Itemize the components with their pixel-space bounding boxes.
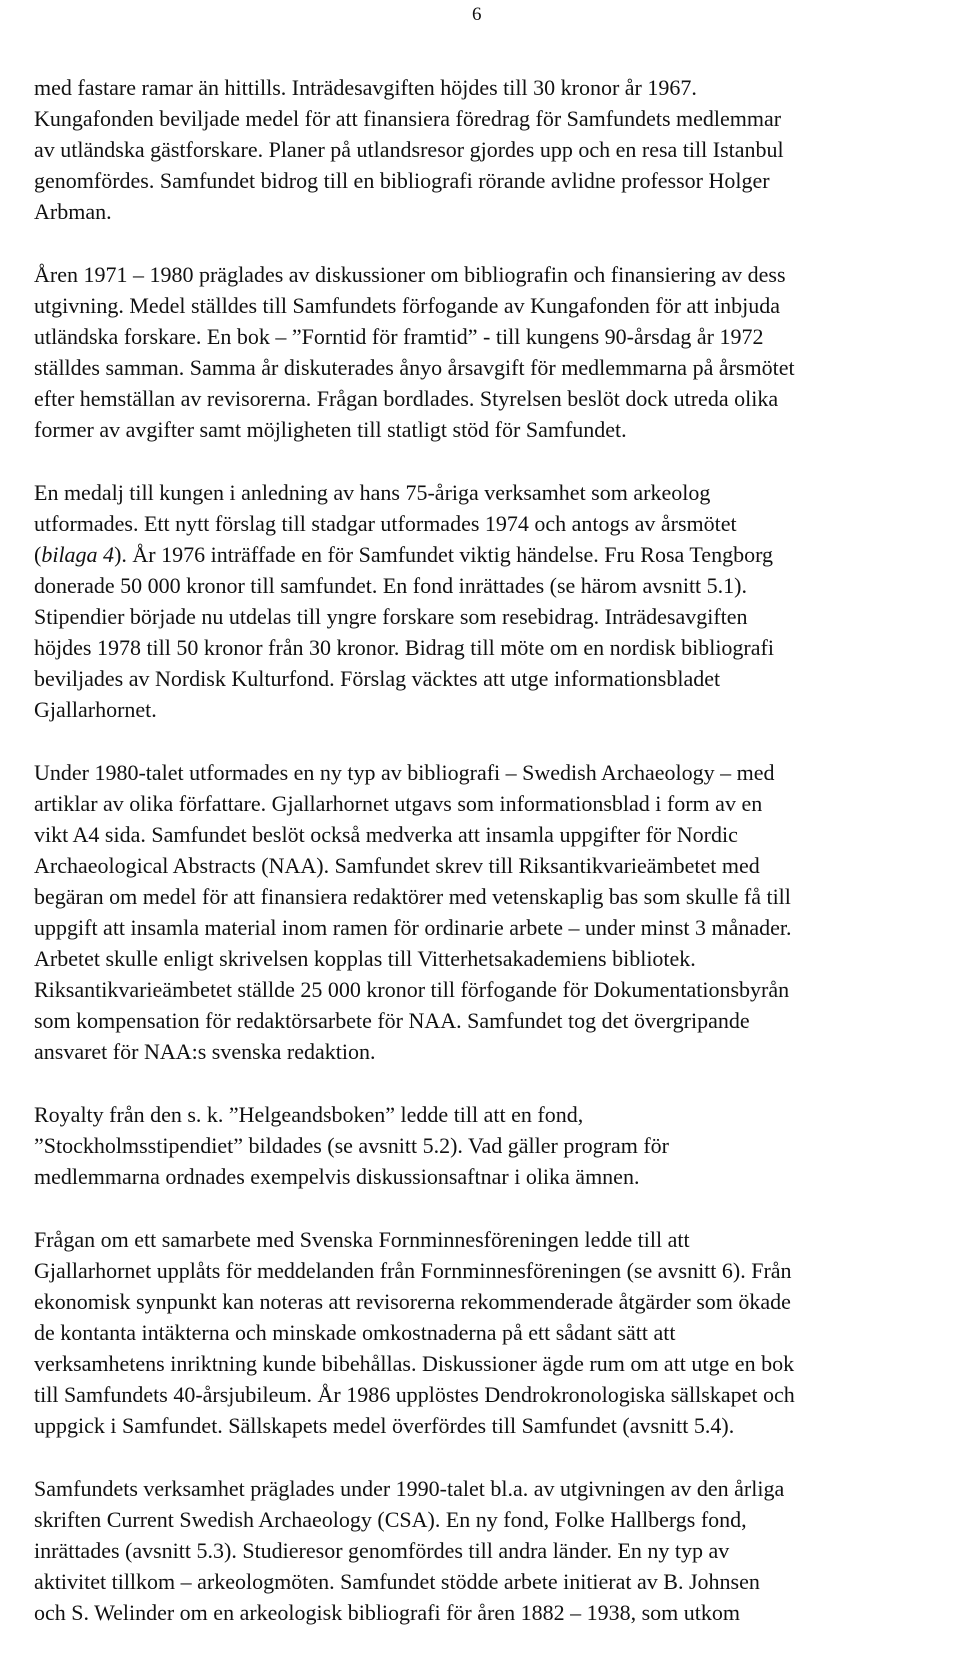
italic-reference: bilaga 4 [41,542,115,567]
text-line: donerade 50 000 kronor till samfundet. En fond inrättades (se härom avsnitt 5.1). [34,573,747,598]
paragraph [34,1473,934,1628]
paragraph [34,757,934,1067]
text-line: de kontanta intäkterna och minskade omkostnaderna på ett sådant sätt att [34,1320,676,1345]
text-line: ”Stockholmsstipendiet” bildades (se avsnitt 5.2). Vad gäller program för [34,1133,670,1158]
document-body [34,72,934,1628]
text-line: Frågan om ett samarbete med Svenska Fornminnesföreningen ledde till att [34,1227,690,1252]
text-line: Stipendier började nu utdelas till yngre forskare som resebidrag. Inträdesavgiften [34,604,748,629]
text-line: ställdes samman. Samma år diskuterades ånyo årsavgift för medlemmarna på årsmötet [34,355,795,380]
text-line: Under 1980-talet utformades en ny typ av bibliografi – Swedish Archaeology – med [34,760,775,785]
text-line: Arbetet skulle enligt skrivelsen kopplas till Vitterhetsakademiens bibliotek. [34,946,696,971]
text-line: och S. Welinder om en arkeologisk bibliografi för åren 1882 – 1938, som utkom [34,1600,740,1625]
text-line: Gjallarhornet. [34,697,157,722]
text-line: Åren 1971 – 1980 präglades av diskussioner om bibliografin och finansiering av dess [34,262,786,287]
text-line: artiklar av olika författare. Gjallarhornet utgavs som informationsblad i form av en [34,791,763,816]
text-line: av utländska gästforskare. Planer på utlandsresor gjordes upp och en resa till Istanbul [34,137,784,162]
text-line: aktivitet tillkom – arkeologmöten. Samfundet stödde arbete initierat av B. Johnsen [34,1569,760,1594]
text-line: verksamhetens inriktning kunde bibehållas. Diskussioner ägde rum om att utge en bok [34,1351,795,1376]
text-line: medlemmarna ordnades exempelvis diskussionsaftnar i olika ämnen. [34,1164,640,1189]
text-line: Archaeological Abstracts (NAA). Samfundet skrev till Riksantikvarieämbetet med [34,853,760,878]
text-line: Samfundets verksamhet präglades under 1990-talet bl.a. av utgivningen av den årliga [34,1476,785,1501]
text-line: utgivning. Medel ställdes till Samfundets förfogande av Kungafonden för att inbjuda [34,293,781,318]
text-line: till Samfundets 40-årsjubileum. År 1986 upplöstes Dendrokronologiska sällskapet och [34,1382,795,1407]
text-line: utländska forskare. En bok – ”Forntid för framtid” - till kungens 90-årsdag år 1972 [34,324,764,349]
text-line: begäran om medel för att finansiera redaktörer med vetenskaplig bas som skulle få till [34,884,791,909]
text-line: uppgick i Samfundet. Sällskapets medel överfördes till Samfundet (avsnitt 5.4). [34,1413,735,1438]
text-line: beviljades av Nordisk Kulturfond. Förslag väcktes att utge informationsbladet [34,666,721,691]
text-line: efter hemställan av revisorerna. Frågan bordlades. Styrelsen beslöt dock utreda olika [34,386,779,411]
paragraph [34,1099,934,1192]
text-line: ansvaret för NAA:s svenska redaktion. [34,1039,376,1064]
text-line: Kungafonden beviljade medel för att finansiera föredrag för Samfundets medlemmar [34,106,782,131]
paragraph [34,477,934,725]
text-line: En medalj till kungen i anledning av hans 75-åriga verksamhet som arkeolog [34,480,711,505]
text-line [34,539,934,570]
text-line: höjdes 1978 till 50 kronor från 30 kronor. Bidrag till möte om en nordisk bibliografi [34,635,774,660]
paragraph [34,72,934,227]
text-segment: ( [34,542,42,567]
text-line: genomfördes. Samfundet bidrog till en bibliografi rörande avlidne professor Holger [34,168,770,193]
text-line: Royalty från den s. k. ”Helgeandsboken” ledde till att en fond, [34,1102,584,1127]
text-line: former av avgifter samt möjligheten till statligt stöd för Samfundet. [34,417,627,442]
text-line: utformades. Ett nytt förslag till stadgar utformades 1974 och antogs av årsmötet [34,511,737,536]
text-line: Gjallarhornet upplåts för meddelanden från Fornminnesföreningen (se avsnitt 6). Från [34,1258,792,1283]
text-line: uppgift att insamla material inom ramen för ordinarie arbete – under minst 3 månader. [34,915,792,940]
text-line: Riksantikvarieämbetet ställde 25 000 kronor till förfogande för Dokumentationsbyrån [34,977,790,1002]
text-line: med fastare ramar än hittills. Inträdesavgiften höjdes till 30 kronor år 1967. [34,75,697,100]
page-number: 6 [472,4,482,25]
text-segment: ). År 1976 inträffade en för Samfundet viktig händelse. Fru Rosa Tengborg [114,542,773,567]
text-line: Arbman. [34,199,112,224]
text-line: ekonomisk synpunkt kan noteras att revisorerna rekommenderade åtgärder som ökade [34,1289,791,1314]
paragraph [34,1224,934,1441]
text-line: inrättades (avsnitt 5.3). Studieresor genomfördes till andra länder. En ny typ av [34,1538,730,1563]
paragraph [34,259,934,445]
text-line: vikt A4 sida. Samfundet beslöt också medverka att insamla uppgifter för Nordic [34,822,738,847]
text-line: som kompensation för redaktörsarbete för NAA. Samfundet tog det övergripande [34,1008,750,1033]
text-line: skriften Current Swedish Archaeology (CSA). En ny fond, Folke Hallbergs fond, [34,1507,747,1532]
